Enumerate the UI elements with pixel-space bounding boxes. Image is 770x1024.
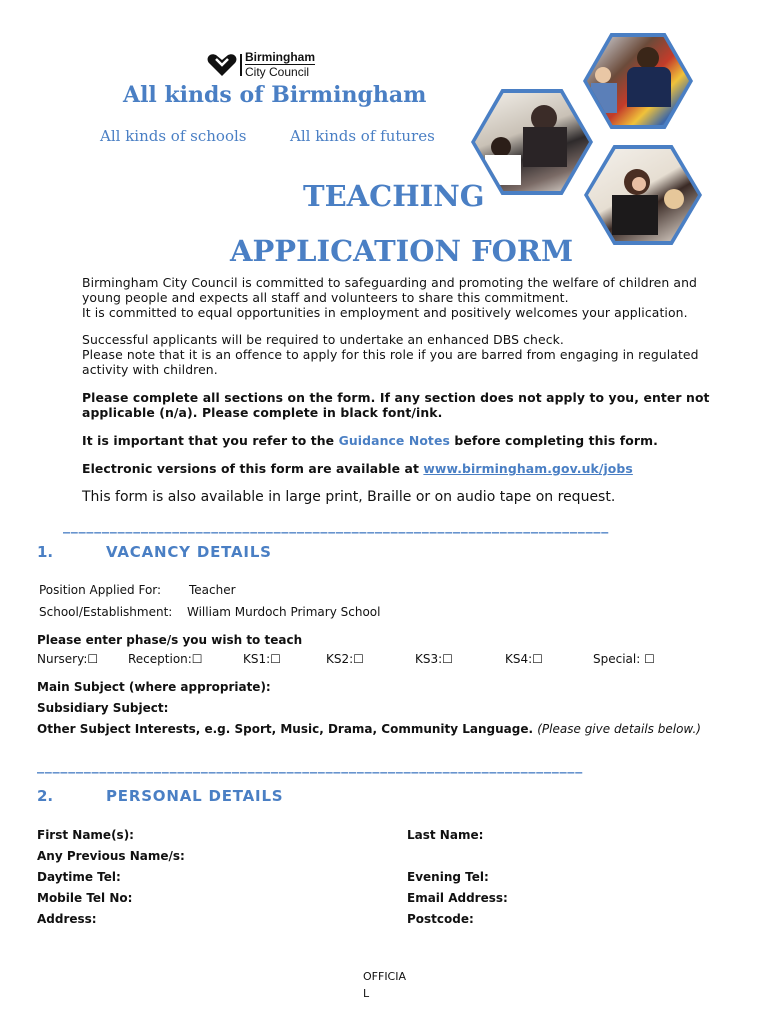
mobile-tel-label: Mobile Tel No:: [37, 891, 133, 905]
phase-heading: Please enter phase/s you wish to teach: [37, 633, 303, 647]
previous-names-label: Any Previous Name/s:: [37, 849, 185, 863]
intro-p1-line2: young people and expects all staff and volunteers to share this commitment.: [82, 290, 569, 305]
intro-p3-line2: applicable (n/a). Please complete in black font/ink.: [82, 405, 443, 420]
position-applied-label: Position Applied For:: [39, 583, 162, 597]
other-subject-text: Other Subject Interests, e.g. Sport, Music, Drama, Community Language.: [37, 722, 534, 736]
intro-paragraph-3: [82, 390, 732, 420]
guidance-post: before completing this form.: [449, 433, 658, 448]
guidance-notes-link[interactable]: Guidance Notes: [338, 433, 450, 448]
school-establishment-value[interactable]: William Murdoch Primary School: [187, 605, 381, 619]
section-1-number: 1.: [37, 543, 54, 561]
subsidiary-subject-label: Subsidiary Subject:: [37, 701, 169, 715]
intro-p1-line3: It is committed to equal opportunities in employment and positively welcomes your application.: [82, 305, 688, 320]
other-subject-note: (Please give details below.): [537, 722, 701, 736]
footer-line1: OFFICIA: [363, 970, 407, 983]
section-2-number: 2.: [37, 787, 54, 805]
title-teaching: TEACHING: [303, 179, 485, 213]
email-address-label: Email Address:: [407, 891, 508, 905]
school-establishment-label: School/Establishment:: [39, 605, 173, 619]
position-applied-value[interactable]: Teacher: [189, 583, 236, 597]
guidance-notes-line: [82, 433, 732, 448]
section-1-title: VACANCY DETAILS: [106, 543, 272, 561]
guidance-pre: It is important that you refer to the: [82, 433, 339, 448]
phase-ks1-checkbox[interactable]: KS1:☐: [243, 652, 281, 666]
jobs-website-link[interactable]: www.birmingham.gov.uk/jobs: [423, 461, 633, 476]
address-label: Address:: [37, 912, 97, 926]
phase-reception-checkbox[interactable]: Reception:☐: [128, 652, 203, 666]
title-application-form: APPLICATION FORM: [230, 234, 574, 268]
intro-p1-line1: Birmingham City Council is committed to safeguarding and promoting the welfare of children and: [82, 275, 698, 290]
logo-text: [245, 51, 315, 78]
tagline: All kinds of Birmingham: [123, 82, 427, 108]
heart-logo-icon: [207, 53, 237, 77]
main-subject-label: Main Subject (where appropriate):: [37, 680, 271, 694]
subtagline-futures: All kinds of futures: [290, 127, 435, 145]
council-logo: [207, 51, 315, 78]
logo-line1: Birmingham: [245, 50, 316, 64]
section-separator-1: ______________________________________________________________________: [63, 518, 609, 534]
electronic-pre: Electronic versions of this form are available at: [82, 461, 424, 476]
section-separator-2: ______________________________________________________________________: [37, 758, 583, 774]
postcode-label: Postcode:: [407, 912, 474, 926]
intro-p2-line1: Successful applicants will be required to undertake an enhanced DBS check.: [82, 332, 564, 347]
intro-paragraph-2: [82, 332, 732, 377]
other-subject-label: [37, 722, 701, 736]
section-2-title: PERSONAL DETAILS: [106, 787, 284, 805]
photo-hexagon-middle: [471, 89, 593, 195]
intro-p2-line2: Please note that it is an offence to apply for this role if you are barred from engaging in regulated: [82, 347, 699, 362]
evening-tel-label: Evening Tel:: [407, 870, 489, 884]
first-name-label: First Name(s):: [37, 828, 134, 842]
last-name-label: Last Name:: [407, 828, 484, 842]
footer-classification: [363, 968, 406, 1002]
footer-line2: L: [363, 987, 370, 1000]
logo-line2: City Council: [245, 64, 315, 78]
photo-hexagon-bottom: [584, 145, 702, 245]
phase-special-checkbox[interactable]: Special: ☐: [593, 652, 655, 666]
daytime-tel-label: Daytime Tel:: [37, 870, 121, 884]
phase-ks4-checkbox[interactable]: KS4:☐: [505, 652, 543, 666]
subtagline-schools: All kinds of schools: [100, 127, 247, 145]
electronic-versions-line: [82, 461, 732, 476]
phase-ks2-checkbox[interactable]: KS2:☐: [326, 652, 364, 666]
intro-paragraph-1: [82, 275, 732, 320]
logo-divider: [240, 54, 242, 76]
alt-formats-note: This form is also available in large print, Braille or on audio tape on request.: [82, 489, 616, 505]
intro-p2-line3: activity with children.: [82, 362, 218, 377]
phase-nursery-checkbox[interactable]: Nursery:☐: [37, 652, 99, 666]
phase-ks3-checkbox[interactable]: KS3:☐: [415, 652, 453, 666]
intro-p3-line1: Please complete all sections on the form. If any section does not apply to you, enter not: [82, 390, 710, 405]
photo-hexagon-top: [583, 33, 693, 129]
